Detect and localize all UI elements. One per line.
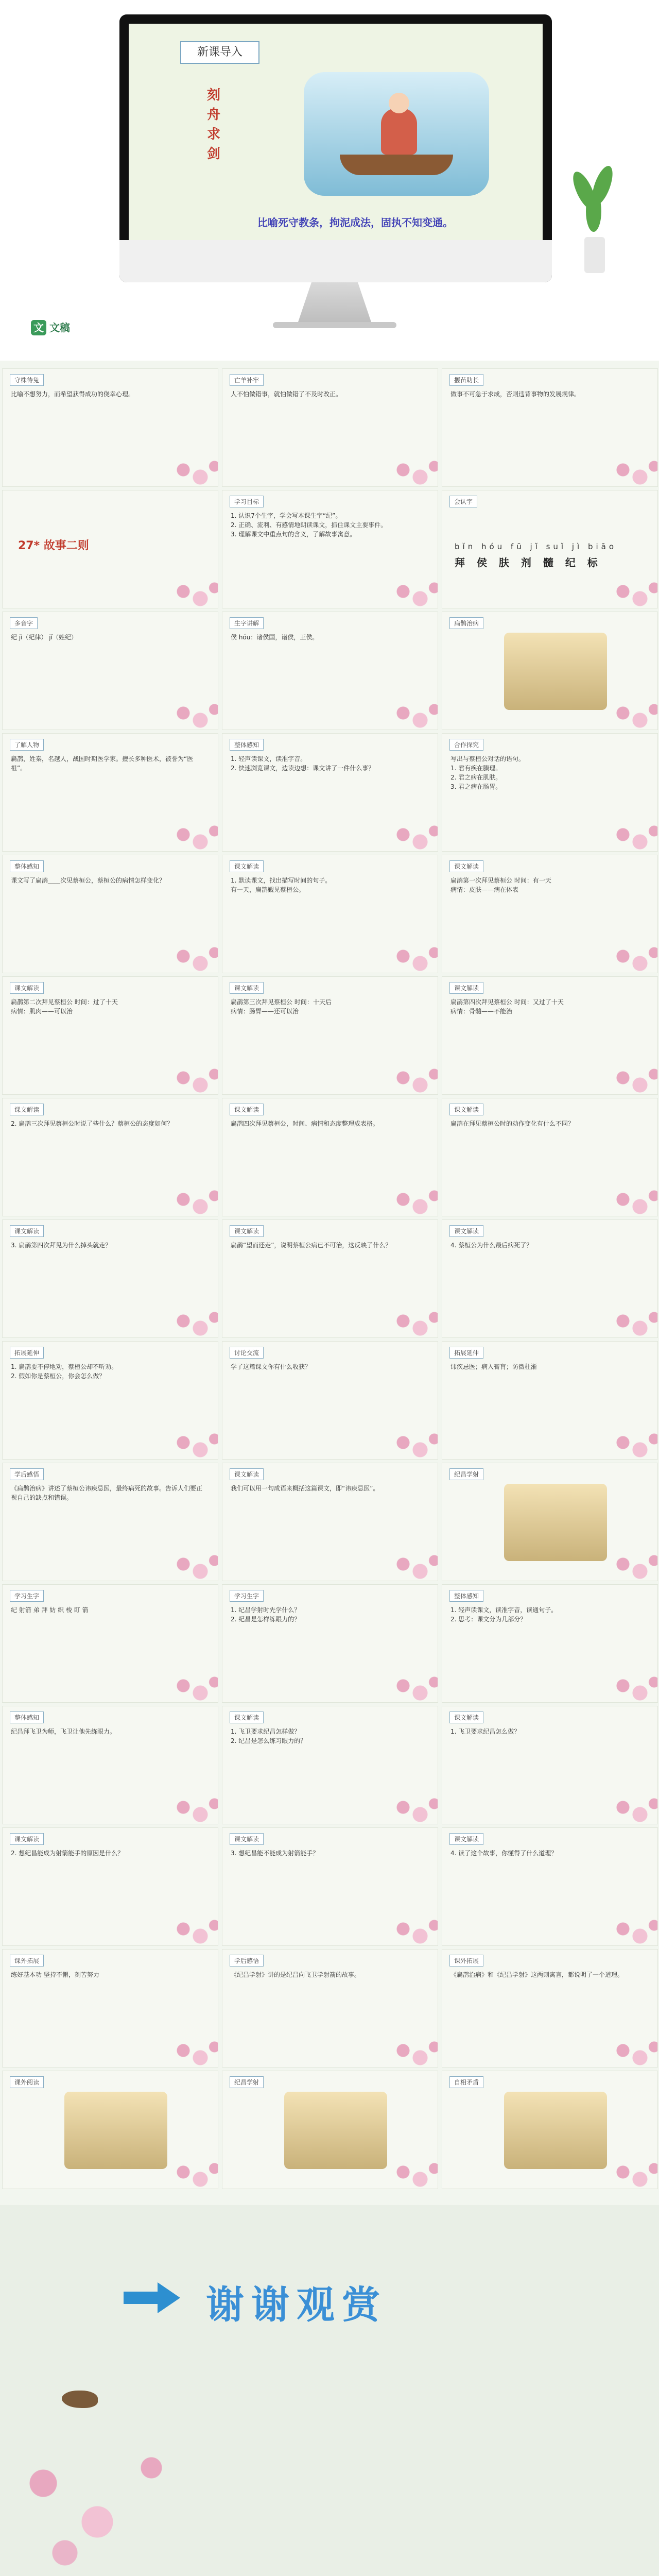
slide-row <box>0 1827 659 1945</box>
slide-tag: 课文解读 <box>10 1833 44 1845</box>
slide-row <box>0 1341 659 1459</box>
slide-body: 《扁鹊治病》和《纪昌学射》这两则寓言，都说明了一个道理。 <box>450 1971 624 1978</box>
slide-body: 扁鹊第四次拜见蔡桓公 时间：又过了十天 病情：骨髓——不能治 <box>450 998 564 1015</box>
slide-title: 新课导入 <box>180 41 259 64</box>
blossom-decoration <box>606 2036 658 2067</box>
thanks-section <box>0 2205 659 2576</box>
slide-tag: 学习生字 <box>230 1590 264 1602</box>
plant-decoration <box>571 160 618 273</box>
blossom-decoration <box>386 1185 438 1216</box>
slide-body: 纪 jì（纪律） jǐ（姓纪） <box>11 634 77 641</box>
slide-body: 《扁鹊治病》讲述了蔡桓公讳疾忌医，最终病死的故事。告诉人们要正视自己的缺点和错误。 <box>11 1485 203 1501</box>
blossom-decoration <box>166 1550 218 1581</box>
slide-card[interactable] <box>2 612 218 730</box>
slide-card[interactable] <box>442 1706 658 1824</box>
slide-tag: 课文解读 <box>449 1104 483 1115</box>
slide-row <box>0 1219 659 1337</box>
slide-card[interactable] <box>442 976 658 1095</box>
slide-body: 写出与蔡桓公对话的语句。 1. 君有疾在腠理。 2. 君之病在肌肤。 3. 君之病在肠胃。 <box>450 755 525 790</box>
arrow-icon <box>124 2282 180 2313</box>
blossom-decoration <box>386 1428 438 1460</box>
slide-body: 3. 想纪昌能不能成为射箭能手？ <box>231 1850 319 1857</box>
slide-body: 扁鹊“望而还走”，说明蔡桓公病已不可治，这反映了什么？ <box>231 1242 392 1249</box>
blossom-decoration <box>166 1793 218 1824</box>
blossom-decoration <box>386 699 438 730</box>
slide-card[interactable] <box>2 1098 218 1216</box>
blossom-decoration <box>386 2036 438 2067</box>
blossom-decoration <box>386 1793 438 1824</box>
blossom-decoration <box>386 577 438 608</box>
boat-illustration <box>304 72 489 196</box>
slide-illustration <box>504 2092 607 2169</box>
slide-row <box>0 1949 659 2066</box>
slide-tag: 课文解读 <box>230 1104 264 1115</box>
slide-tag: 课外拓展 <box>449 1955 483 1967</box>
slide-card[interactable] <box>222 1219 438 1338</box>
slide-tag: 课文解读 <box>10 1104 44 1115</box>
slide-illustration <box>284 2092 387 2169</box>
slide-card[interactable] <box>442 1341 658 1460</box>
slide-card[interactable] <box>2 368 218 487</box>
blossom-decoration <box>386 1914 438 1946</box>
blossom-decoration <box>606 577 658 608</box>
blossom-decoration <box>166 942 218 973</box>
slide-row <box>0 368 659 486</box>
blossom-decoration <box>606 455 658 487</box>
slide-row <box>0 490 659 607</box>
slide-body: 练好基本功 坚持不懈，刻苦努力 <box>11 1971 99 1978</box>
slide-body: 1. 认识7个生字，学会写本课生字“纪”。 2. 正确、流利、有感情地朗读课文，抓住课文主要事件。 3. 理解课文中重点句的含义，了解故事寓意。 <box>231 512 387 538</box>
slide-card[interactable] <box>2 1827 218 1946</box>
blossom-decoration <box>606 1307 658 1338</box>
man-figure <box>381 108 417 155</box>
slide-row <box>0 1463 659 1580</box>
slide-body: 1. 默读课文，找出描写时间的句子。 有一天，扁鹊觐见蔡桓公。 <box>231 877 332 893</box>
man-head <box>389 93 409 113</box>
slide-tag: 整体感知 <box>230 739 264 751</box>
slide-tag: 课文解读 <box>230 1711 264 1723</box>
slide-card[interactable] <box>222 1827 438 1946</box>
boat-hull <box>340 155 453 175</box>
slide-tag: 讨论交流 <box>230 1347 264 1359</box>
slide-tag: 合作探究 <box>449 739 483 751</box>
slide-tag: 课文解读 <box>230 1225 264 1237</box>
slide-tag: 扁鹊治病 <box>449 617 483 629</box>
monitor-stand <box>288 282 381 324</box>
blossom-decoration <box>166 1671 218 1703</box>
blossom-decoration <box>166 1185 218 1216</box>
slide-card[interactable] <box>2 1949 218 2067</box>
slide-row <box>0 1098 659 1215</box>
slide-card[interactable] <box>442 855 658 973</box>
slide-tag: 课文解读 <box>449 982 483 994</box>
slide-tag: 学习目标 <box>230 496 264 507</box>
monitor-frame <box>119 14 552 282</box>
blossom-decoration <box>166 1063 218 1095</box>
slide-tag: 课外拓展 <box>10 1955 44 1967</box>
slide-tag: 课文解读 <box>230 860 264 872</box>
blossom-decoration <box>606 942 658 973</box>
slide-card[interactable] <box>2 1463 218 1581</box>
blossom-decoration <box>166 1307 218 1338</box>
brand-logo: 文 文稿 <box>31 319 93 340</box>
slide-body: 1. 轻声读课文，读准字音，读通句子。 2. 思考：课文分为几部分？ <box>450 1606 558 1623</box>
slide-body: 做事不可急于求成，否则违背事物的发展规律。 <box>450 391 581 398</box>
slide-tag: 整体感知 <box>10 1711 44 1723</box>
slide-card[interactable] <box>222 612 438 730</box>
slide-body: 1. 飞卫要求纪昌怎么做？ <box>450 1728 521 1735</box>
slide-body: 讳疾忌医；病入膏肓；防微杜渐 <box>450 1363 537 1370</box>
slide-tag: 多音字 <box>10 617 38 629</box>
slide-row <box>0 1584 659 1702</box>
blossom-decoration <box>166 455 218 487</box>
slide-tag: 课文解读 <box>10 982 44 994</box>
slide-body: 纪 射箭 弟 拜 妨 织 梭 盯 箭 <box>11 1606 89 1614</box>
slide-body: 1. 扁鹊要不停地劝，蔡桓公却不听劝。 2. 假如你是蔡桓公，你会怎么做？ <box>11 1363 118 1380</box>
slide-tag: 了解人物 <box>10 739 44 751</box>
blossom-decoration <box>166 1914 218 1946</box>
blossom-decoration <box>606 1550 658 1581</box>
slide-body: 侯 hóu：诸侯国，诸侯，王侯。 <box>231 634 319 641</box>
slide-body: 1. 轻声读课文，读准字音。 2. 快速浏览课文，边读边想：课文讲了一件什么事？ <box>231 755 375 772</box>
slide-tag: 学后感悟 <box>10 1468 44 1480</box>
slide-card[interactable] <box>222 490 438 608</box>
slide-body: 4. 蔡桓公为什么最后病死了？ <box>450 1242 533 1249</box>
slide-tag: 课文解读 <box>230 1833 264 1845</box>
slide-card[interactable] <box>442 2071 658 2189</box>
slide-card[interactable] <box>222 1949 438 2067</box>
slide-grid <box>0 368 659 2192</box>
blossom-decoration <box>386 1307 438 1338</box>
slide-tag: 会认字 <box>449 496 477 507</box>
slide-card[interactable] <box>442 490 658 608</box>
slide-card[interactable] <box>442 612 658 730</box>
slide-row <box>0 976 659 1094</box>
slide-card[interactable] <box>442 368 658 487</box>
blossom-decoration <box>606 1185 658 1216</box>
slide-row <box>0 733 659 851</box>
slide-tag: 自相矛盾 <box>449 2076 483 2088</box>
blossom-decoration <box>606 1063 658 1095</box>
blossom-decoration <box>386 455 438 487</box>
slide-card[interactable] <box>2 855 218 973</box>
thanks-text: 谢谢观赏 <box>206 2283 387 2327</box>
slide-card[interactable] <box>222 976 438 1095</box>
slide-body: 扁鹊第一次拜见蔡桓公 时间：有一天 病情：皮肤——病在体表 <box>450 877 551 893</box>
blossom-decoration <box>606 1793 658 1824</box>
slide-tag: 学习生字 <box>10 1590 44 1602</box>
blossom-decoration <box>166 2036 218 2067</box>
slide-card[interactable] <box>222 368 438 487</box>
slide-card[interactable] <box>2 1341 218 1460</box>
slide-tag: 纪昌学射 <box>230 2076 264 2088</box>
slide-card[interactable] <box>2 1706 218 1824</box>
lesson-title: 27* 故事二则 <box>18 539 89 552</box>
slide-illustration <box>504 633 607 710</box>
slide-body: 2. 想纪昌能成为射箭能手的原因是什么？ <box>11 1850 124 1857</box>
slide-card[interactable] <box>442 1827 658 1946</box>
slide-row <box>0 2071 659 2188</box>
blossom-decoration <box>166 2158 218 2189</box>
slide-card[interactable] <box>442 733 658 852</box>
monitor-chin <box>119 240 552 282</box>
slide-tag: 课外阅读 <box>10 2076 44 2088</box>
slide-body: 1. 飞卫要求纪昌怎样做？ 2. 纪昌是怎么练习眼力的？ <box>231 1728 307 1744</box>
monitor-foot <box>273 322 396 328</box>
slide-illustration <box>64 2092 167 2169</box>
blossom-decoration <box>166 577 218 608</box>
idiom-description: 比喻死守教条，拘泥成法，固执不知变通。 <box>257 216 453 229</box>
slide-tag: 课文解读 <box>449 1833 483 1845</box>
slide-tag: 学后感悟 <box>230 1955 264 1967</box>
blossom-decoration <box>606 1428 658 1460</box>
vertical-title: 刻舟求剑 <box>206 88 220 162</box>
slide-card[interactable] <box>222 2071 438 2189</box>
slide-body: 我们可以用一句成语来概括这篇课文，即“讳疾忌医”。 <box>231 1485 379 1492</box>
blossom-decoration <box>166 1428 218 1460</box>
slide-card[interactable] <box>222 1584 438 1703</box>
slide-tag: 课文解读 <box>449 860 483 872</box>
slide-card[interactable] <box>2 733 218 852</box>
slide-tag: 拓展延伸 <box>449 1347 483 1359</box>
slide-body: 1. 纪昌学射时先学什么？ 2. 纪昌是怎样练眼力的？ <box>231 1606 301 1623</box>
slide-body: 比喻不想努力，而希望获得成功的侥幸心理。 <box>11 391 135 398</box>
slide-tag: 整体感知 <box>10 860 44 872</box>
slide-body: 纪昌拜飞卫为师，飞卫让他先练眼力。 <box>11 1728 116 1735</box>
slide-row <box>0 855 659 972</box>
blossom-decoration <box>386 942 438 973</box>
slide-card[interactable] <box>2 2071 218 2189</box>
slide-tag: 课文解读 <box>230 1468 264 1480</box>
slide-card[interactable] <box>222 733 438 852</box>
blossom-decoration <box>386 1550 438 1581</box>
slide-body: 4. 读了这个故事，你懂得了什么道理？ <box>450 1850 558 1857</box>
slide-tag: 课文解读 <box>230 982 264 994</box>
pinyin-row: bǐn hóu fū jǐ suǐ jì biāo <box>455 542 617 551</box>
blossom-decoration <box>606 1671 658 1703</box>
slide-card[interactable] <box>222 1341 438 1460</box>
hanzi-row: 拜 侯 肤 剂 髓 纪 标 <box>455 556 602 569</box>
blossom-decoration <box>386 1063 438 1095</box>
blossom-decoration <box>606 2158 658 2189</box>
blossom-decoration <box>606 1914 658 1946</box>
blossom-decoration <box>606 699 658 730</box>
slide-card[interactable] <box>442 1219 658 1338</box>
blossom-decoration <box>386 1671 438 1703</box>
blossom-decoration <box>0 2421 216 2576</box>
slide-tag: 课文解读 <box>10 1225 44 1237</box>
slide-tag: 拓展延伸 <box>10 1347 44 1359</box>
blossom-decoration <box>606 820 658 852</box>
slide-body: 扁鹊第三次拜见蔡桓公 时间：十天后 病情：肠胃——还可以治 <box>231 998 332 1015</box>
blossom-decoration <box>386 2158 438 2189</box>
slide-tag: 课文解读 <box>449 1711 483 1723</box>
slide-card[interactable] <box>2 976 218 1095</box>
slide-tag: 纪昌学射 <box>449 1468 483 1480</box>
blossom-decoration <box>386 820 438 852</box>
blossom-decoration <box>166 820 218 852</box>
slide-card[interactable] <box>442 1949 658 2067</box>
slide-card[interactable] <box>442 1584 658 1703</box>
slide-card[interactable] <box>222 1463 438 1581</box>
slide-body: 扁鹊，姓秦，名越人，战国时期医学家。擅长多种医术，被誉为“医祖”。 <box>11 755 194 772</box>
slide-tag: 生字讲解 <box>230 617 264 629</box>
slide-body: 学了这篇课文你有什么收获？ <box>231 1363 311 1370</box>
slide-card[interactable] <box>222 1098 438 1216</box>
slide-tag: 课文解读 <box>449 1225 483 1237</box>
slide-body: 3. 扁鹊第四次拜见为什么掉头就走？ <box>11 1242 112 1249</box>
slide-illustration <box>504 1484 607 1561</box>
slide-card[interactable] <box>222 855 438 973</box>
slide-card[interactable] <box>2 490 218 608</box>
slide-body: 扁鹊第二次拜见蔡桓公 时间：过了十天 病情：肌肉——可以治 <box>11 998 118 1015</box>
slide-tag: 揠苗助长 <box>449 374 483 386</box>
slide-row <box>0 612 659 729</box>
slide-card[interactable] <box>2 1219 218 1338</box>
slide-body: 2. 扁鹊三次拜见蔡桓公时说了些什么？蔡桓公的态度如何？ <box>11 1120 174 1127</box>
slide-body: 扁鹊四次拜见蔡桓公，时间、病情和态度整理成表格。 <box>231 1120 379 1127</box>
slide-card[interactable] <box>222 1706 438 1824</box>
slide-card[interactable] <box>442 1463 658 1581</box>
slide-tag: 守株待兔 <box>10 374 44 386</box>
bird-decoration <box>62 2391 98 2408</box>
slide-tag: 整体感知 <box>449 1590 483 1602</box>
blossom-decoration <box>166 699 218 730</box>
slide-card[interactable] <box>2 1584 218 1703</box>
slide-card[interactable] <box>442 1098 658 1216</box>
monitor-screen <box>129 24 543 240</box>
slide-row <box>0 1706 659 1823</box>
slide-tag: 亡羊补牢 <box>230 374 264 386</box>
slide-body: 《纪昌学射》讲的是纪昌向飞卫学射箭的故事。 <box>231 1971 361 1978</box>
slide-body: 扁鹊在拜见蔡桓公时的动作变化有什么不同？ <box>450 1120 575 1127</box>
slide-body: 人不怕做错事，就怕做错了不及时改正。 <box>231 391 342 398</box>
hero-section <box>0 0 659 361</box>
slide-body: 课文写了扁鹊____次见蔡桓公，蔡桓公的病情怎样变化？ <box>11 877 166 884</box>
